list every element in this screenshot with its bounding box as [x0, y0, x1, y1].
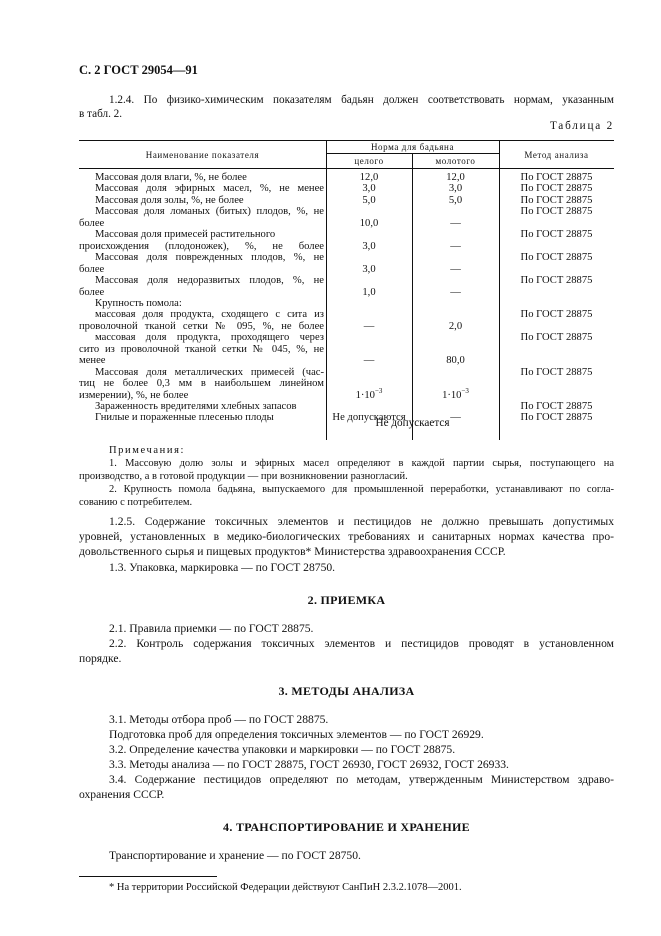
- table-row-label: Массовая доля влаги, %, не более: [95, 172, 247, 183]
- intro-line-2: в табл. 2.: [79, 108, 123, 120]
- col-header-whole: целого: [354, 156, 384, 166]
- table-row-method: По ГОСТ 28875: [520, 366, 593, 378]
- table-row-ground: 2,0: [448, 320, 463, 332]
- para-13: 1.3. Упаковка, маркировка — по ГОСТ 28750.: [109, 561, 336, 574]
- table-row-method: По ГОСТ 28875: [520, 412, 593, 424]
- table-row-whole: Не допускаются: [332, 412, 406, 424]
- table-row-label: Гнилые и пораженные плесенью плоды: [95, 412, 274, 424]
- table-row-ground: $1\cdot 10^{-3}$: [442, 386, 469, 401]
- pests-merged-value: Не допускается: [375, 417, 450, 429]
- exponent: −3: [374, 386, 383, 395]
- table-row-label: массовая доля продукта, проходящего через: [95, 332, 324, 344]
- table-row-method: По ГОСТ 28875: [520, 332, 593, 344]
- para-31-b: Подготовка проб для определения токсичных элементов — по ГОСТ 26929.: [109, 728, 484, 741]
- table-row-ground: 80,0: [446, 355, 465, 367]
- table-row-whole: 3,0: [362, 240, 376, 252]
- para-125-line-1: 1.2.5. Содержание токсичных элементов и пестицидов не должно превышать допустимых: [109, 515, 614, 528]
- table-row-label: измерении), %, не более: [79, 389, 189, 401]
- para-4: Транспортирование и хранение — по ГОСТ 28750.: [109, 849, 361, 862]
- table-row-whole: 5,0: [362, 194, 376, 206]
- note-2-line-2: сованию с потребителем.: [79, 497, 193, 508]
- table-row-method: По ГОСТ 28875: [520, 229, 593, 241]
- table-row-label: проволочной тканой сетки № 095, %, не более: [79, 320, 324, 332]
- footnote-rule: [79, 876, 217, 877]
- table-row-label: тиц не более 0,3 мм в наибольшем линейном: [79, 378, 324, 390]
- note-1-line-1: 1. Массовую долю золы и эфирных масел определяют в каждой партии сырья, поступающего на: [109, 458, 614, 469]
- note-1-line-2: производство, а в готовой продукции — при возникновении разногласий.: [79, 471, 408, 482]
- table-row-label: более: [79, 263, 105, 275]
- table-row-label: Массовая доля золы, %, не более: [95, 194, 244, 206]
- section-2-heading: 2. ПРИЕМКА: [307, 593, 386, 607]
- table-row-ground: 3,0: [448, 183, 463, 195]
- table-row-ground: —: [450, 217, 461, 229]
- table-row-method: По ГОСТ 28875: [520, 401, 593, 412]
- table-row-label: более: [79, 286, 105, 298]
- table-row-label: сито из проволочной тканой сетки № 045, %, не: [79, 343, 324, 355]
- table-header-rule: [79, 168, 614, 169]
- table-row-label: Массовая доля примесей растительного: [95, 229, 276, 241]
- para-125-line-3: довольственного сырья и пищевых продуктов* Министерства здравоохранения СССР.: [79, 545, 506, 558]
- table-row-ground: 12,0: [446, 172, 465, 183]
- intro-line-1: 1.2.4. По физико-химическим показателям бадьян должен соответствовать нормам, указанным: [109, 94, 614, 106]
- note-2-line-1: 2. Крупность помола бадьяна, выпускаемого для промышленной переработки, устанавливают по согла-: [109, 484, 614, 495]
- table-row-whole: 10,0: [359, 217, 379, 229]
- table-row-label: Массовая доля ломаных (битых) плодов, %, не: [95, 206, 324, 218]
- col-header-name: Наименование показателя: [145, 150, 260, 160]
- exponent: −3: [461, 386, 469, 395]
- page-header: С. 2 ГОСТ 29054—91: [79, 63, 198, 77]
- table-row-whole: 3,0: [362, 263, 376, 275]
- table-row-label: массовая доля продукта, сходящего с сита из: [95, 309, 324, 321]
- table-row-method: По ГОСТ 28875: [520, 275, 593, 287]
- table-row-whole: $1\cdot 10^{-3}$: [355, 386, 383, 401]
- table-row-label: Зараженность вредителями хлебных запасов: [95, 401, 297, 412]
- para-22-line-2: порядке.: [79, 652, 122, 665]
- para-33: 3.3. Методы анализа — по ГОСТ 28875, ГОСТ 26930, ГОСТ 26932, ГОСТ 26933.: [109, 758, 509, 771]
- table-row-method: По ГОСТ 28875: [520, 252, 593, 264]
- table-row-whole: —: [363, 355, 375, 367]
- table-row-label: Массовая доля эфирных масел, %, не менее: [95, 183, 324, 195]
- table-caption: Таблица 2: [549, 120, 614, 132]
- table-row-whole: 12,0: [359, 172, 379, 183]
- table-row-label: более: [79, 217, 105, 229]
- table-row-whole: 3,0: [362, 183, 376, 195]
- para-22-line-1: 2.2. Контроль содержания токсичных элементов и пестицидов проводят в установленном: [109, 637, 614, 650]
- para-32: 3.2. Определение качества упаковки и маркировки — по ГОСТ 28875.: [109, 743, 456, 756]
- table-row-whole: 1,0: [362, 286, 376, 298]
- para-34-line-1: 3.4. Содержание пестицидов определяют по методам, утвержденным Министерством здраво-: [109, 773, 614, 786]
- col-header-ground: молотого: [435, 156, 476, 166]
- table-row-method: По ГОСТ 28875: [520, 206, 593, 218]
- table-row-ground: —: [450, 412, 461, 424]
- para-34-line-2: охранения СССР.: [79, 788, 165, 801]
- table-row-ground: —: [450, 240, 461, 252]
- para-21: 2.1. Правила приемки — по ГОСТ 28875.: [109, 622, 314, 635]
- notes-title: Примечания:: [109, 445, 186, 456]
- col-header-norm: Норма для бадьяна: [370, 142, 455, 152]
- section-4-heading: 4. ТРАНСПОРТИРОВАНИЕ И ХРАНЕНИЕ: [223, 820, 470, 834]
- table-row-method: По ГОСТ 28875: [520, 309, 593, 321]
- table-row-method: По ГОСТ 28875: [520, 194, 593, 206]
- table-row-whole: —: [363, 320, 375, 332]
- table-row-label: менее: [79, 355, 106, 367]
- table-top-rule: [79, 140, 614, 141]
- table-row-method: По ГОСТ 28875: [520, 172, 593, 183]
- table-row-label: Массовая доля поврежденных плодов, %, не: [95, 252, 324, 264]
- table-row-label: Крупность помола:: [95, 297, 182, 309]
- section-3-heading: 3. МЕТОДЫ АНАЛИЗА: [278, 684, 415, 698]
- table-row-ground: —: [450, 286, 461, 298]
- para-125-line-2: уровней, установленных в медико-биологических требованиях и санитарных нормах качества про-: [79, 530, 614, 543]
- para-31: 3.1. Методы отбора проб — по ГОСТ 28875.: [109, 713, 329, 726]
- table-row-ground: —: [450, 263, 461, 275]
- table-row-label: происхождения (плодоножек), %, не более: [79, 240, 324, 252]
- table-row-ground: 5,0: [448, 194, 463, 206]
- table-row-label: Массовая доля недоразвитых плодов, %, не: [95, 275, 324, 287]
- table-row-label: Массовая доля металлических примесей (час-: [95, 366, 324, 378]
- footnote: * На территории Российской Федерации действуют СанПиН 2.3.2.1078—2001.: [109, 882, 462, 893]
- table-row-method: По ГОСТ 28875: [520, 183, 593, 195]
- col-header-method: Метод анализа: [524, 150, 589, 160]
